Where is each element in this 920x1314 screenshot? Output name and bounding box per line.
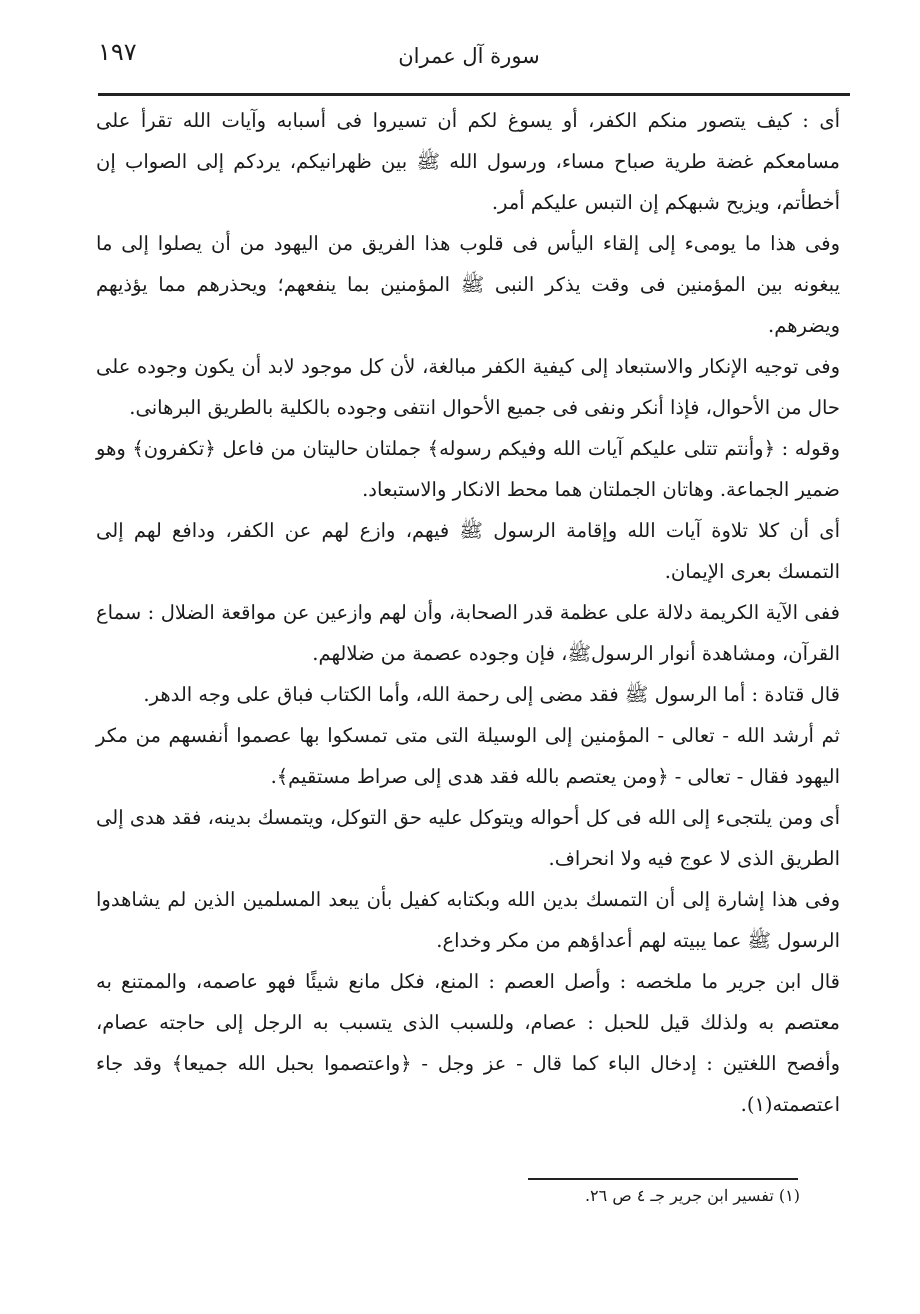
paragraph: ففى الآية الكريمة دلالة على عظمة قدر الصحابة، وأن لهم وازعين عن مواقعة الضلال : سماع القرآن، ومشاهدة أنوار الرسولﷺ، فإن وجوده عصمة من ضلالهم. bbox=[96, 601, 840, 665]
body-text bbox=[96, 100, 840, 1125]
paragraph: أى : كيف يتصور منكم الكفر، أو يسوغ لكم أن تسيروا فى أسبابه وآيات الله تقرأ على مسامعكم غضة طرية صباح مساء، ورسول الله ﷺ بين ظهرانيكم، يردكم إلى الصواب إن أخطأتم، ويزيح شبهكم إن التبس عليكم أمر. bbox=[96, 109, 840, 214]
footnote: (١) تفسير ابن جرير جـ ٤ ص ٢٦. bbox=[584, 1186, 800, 1205]
paragraph: أى ومن يلتجىء إلى الله فى كل أحواله ويتوكل عليه حق التوكل، ويتمسك بدينه، فقد هدى إلى الطريق الذى لا عوج فيه ولا انحراف. bbox=[96, 806, 840, 870]
paragraph: وقوله : ﴿وأنتم تتلى عليكم آيات الله وفيكم رسوله﴾ جملتان حاليتان من فاعل ﴿تكفرون﴾ وهو ضمير الجماعة. وهاتان الجملتان هما محط الانكار والاستبعاد. bbox=[96, 437, 840, 501]
surah-title: سورة آل عمران bbox=[398, 44, 540, 68]
header-divider bbox=[98, 93, 850, 96]
footnote-divider bbox=[528, 1178, 798, 1180]
paragraph: ثم أرشد الله - تعالى - المؤمنين إلى الوسيلة التى متى تمسكوا بها عصموا أنفسهم من مكر اليهود فقال - تعالى - ﴿ومن يعتصم بالله فقد هدى إلى صراط مستقيم﴾. bbox=[96, 724, 840, 788]
paragraph: أى أن كلا تلاوة آيات الله وإقامة الرسول ﷺ فيهم، وازع لهم عن الكفر، ودافع لهم إلى التمسك بعرى الإيمان. bbox=[96, 519, 840, 583]
paragraph: قال قتادة : أما الرسول ﷺ فقد مضى إلى رحمة الله، وأما الكتاب فباق على وجه الدهر. bbox=[143, 683, 840, 706]
paragraph: وفى هذا إشارة إلى أن التمسك بدين الله وبكتابه كفيل بأن يبعد المسلمين الذين لم يشاهدوا الرسول ﷺ عما يبيته لهم أعداؤهم من مكر وخداع. bbox=[96, 888, 840, 952]
page-number: ١٩٧ bbox=[98, 38, 137, 66]
paragraph: قال ابن جرير ما ملخصه : وأصل العصم : المنع، فكل مانع شيئًا فهو عاصمه، والممتنع به معتصم به ولذلك قيل للحبل : عصام، وللسبب الذى يتسبب به الرجل إلى حاجته عصام، وأفصح اللغتين : إدخال الباء كما قال - عز وجل - ﴿واعتصموا بحبل الله جميعا﴾ وقد جاء اعتصمته(١). bbox=[96, 970, 840, 1116]
paragraph: وفى هذا ما يومىء إلى إلقاء اليأس فى قلوب هذا الفريق من اليهود من أن يصلوا إلى ما يبغونه بين المؤمنين فى وقت يذكر النبى ﷺ المؤمنين بما ينفعهم؛ ويحذرهم مما يؤذيهم ويضرهم. bbox=[96, 232, 840, 337]
page-header bbox=[98, 38, 840, 90]
paragraph: وفى توجيه الإنكار والاستبعاد إلى كيفية الكفر مبالغة، لأن كل موجود لابد أن يكون وجوده على حال من الأحوال، فإذا أنكر ونفى فى جميع الأحوال انتفى وجوده بالكلية بالطريق البرهانى. bbox=[96, 355, 840, 419]
